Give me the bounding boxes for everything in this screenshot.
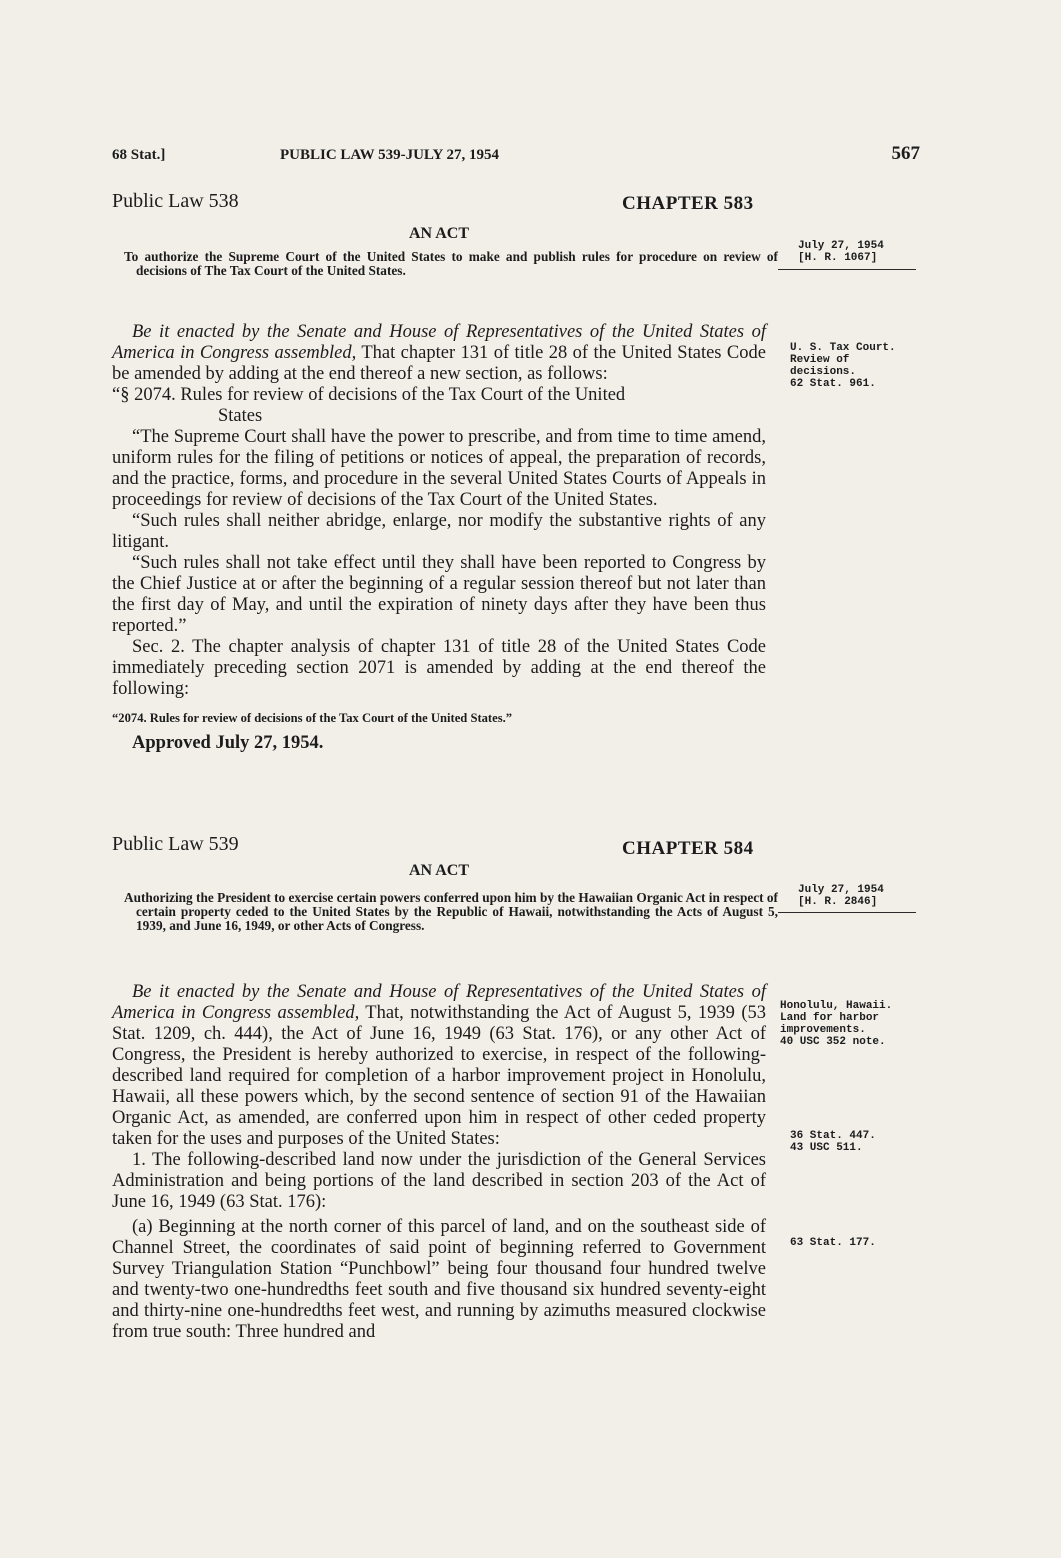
law-538-margin-date: July 27, 1954	[798, 240, 884, 252]
law-539-an-act: AN ACT	[409, 862, 470, 879]
sidenote-harbor: Land for harbor improvements.	[780, 1012, 880, 1036]
margin-rule	[778, 912, 916, 913]
law-538-sidenotes	[790, 342, 920, 390]
law-538-enacting-clause	[112, 322, 766, 385]
section-2074-heading-cont: States	[218, 406, 263, 426]
law-538-approved: Approved July 27, 1954.	[132, 733, 324, 753]
section-2074-heading	[112, 385, 766, 427]
law-539-label: Public Law 539	[112, 833, 239, 855]
section-2074-para-3: “Such rules shall not take effect until they shall have been reported to Congress by the Chief Justice at or after the beginning of a regular session thereof but not later than the first day of May, and until the expiration of ninety days after they have been thus reported.”	[112, 553, 766, 636]
law-538-margin-bill: [H. R. 1067]	[798, 252, 878, 264]
law-538-summary: To authorize the Supreme Court of the United States to make and publish rules for procedure on review of decisions of The Tax Court of the United States.	[124, 249, 778, 278]
law-538-body	[112, 322, 766, 754]
section-2074-heading-main: “§ 2074. Rules for review of decisions of the Tax Court of the United	[112, 385, 626, 405]
law-539-margin-date-block	[798, 884, 898, 908]
law-538-chapter: CHAPTER 583	[622, 193, 754, 214]
law-539-item-1: 1. The following-described land now under the jurisdiction of the General Services Administration and being portions of the land described in section 203 of the Act of June 16, 1949 (63 Stat. 176):	[112, 1150, 766, 1212]
enacting-formula: Be it enacted by the Senate and House of Representatives of the United States of America in Congress assembled,	[112, 982, 766, 1023]
law-539-margin-date: July 27, 1954	[798, 884, 884, 896]
law-539-margin-bill: [H. R. 2846]	[798, 896, 878, 908]
law-539-chapter: CHAPTER 584	[622, 838, 754, 859]
section-2-text: Sec. 2. The chapter analysis of chapter 131 of title 28 of the United States Code immediately preceding section 2071 is amended by adding at the end thereof the following:	[112, 637, 766, 699]
sidenote-honolulu: Honolulu, Hawaii.	[780, 1000, 893, 1012]
enacting-text: That, notwithstanding the Act of August 5, 1939 (53 Stat. 1209, ch. 444), the Act of June 16, 1949 (63 Stat. 176), or any other Act of Congress, the President is hereby authorized to exercise, in respect of the following-described land required for completion of a harbor improvement project in Honolulu, Hawaii, all these powers which, by the second sentence of section 91 of the Hawaiian Organic Act, as amended, are conferred upon him in respect of other ceded property taken for the uses and purposes of the United States:	[112, 1003, 766, 1149]
law-538-margin-date-block	[798, 240, 898, 264]
sidenote-62-stat: 62 Stat. 961.	[790, 378, 876, 390]
statute-volume: 68 Stat.]	[112, 147, 166, 163]
running-title: PUBLIC LAW 539-JULY 27, 1954	[280, 147, 500, 163]
page-number: 567	[891, 143, 920, 164]
sidenote-40-usc: 40 USC 352 note.	[780, 1036, 886, 1048]
enacting-text: That chapter 131 of title 28 of the United States Code be amended by adding at the end thereof a new section, as follows:	[112, 343, 766, 384]
section-2074-para-2: “Such rules shall neither abridge, enlarge, nor modify the substantive rights of any litigant.	[112, 511, 766, 552]
sidenote-43-usc: 43 USC 511.	[790, 1142, 863, 1154]
law-539-item-a: (a) Beginning at the north corner of this parcel of land, and on the southeast side of Channel Street, the coordinates of said point of beginning referred to Government Survey Triangulation Station “Punchbowl” being four thousand four hundred twelve and twenty-two one-hundredths feet south and five thousand six hundred seventy-eight and thirty-nine one-hundredths feet west, and running by azimuths measured clockwise from true south: Three hundred and	[112, 1217, 766, 1342]
chapter-analysis-line: “2074. Rules for review of decisions of the Tax Court of the United States.”	[112, 711, 513, 725]
law-539-body	[112, 982, 766, 1343]
section-2074-para-1: “The Supreme Court shall have the power to prescribe, and from time to time amend, uniform rules for the filing of petitions or notices of appeal, the preparation of records, and the practice, forms, and procedure in the several United States Courts of Appeals in proceedings for review of decisions of the Tax Court of the United States.	[112, 427, 766, 510]
law-539-enacting-clause	[112, 982, 766, 1150]
law-539-summary: Authorizing the President to exercise certain powers conferred upon him by the Hawaiian Organic Act in respect of certain property ceded to the United States by the Republic of Hawaii, notwithstanding the Acts of August 5, 1939, and June 16, 1949, or other Acts of Congress.	[124, 890, 778, 933]
law-538-label: Public Law 538	[112, 190, 239, 212]
enacting-formula: Be it enacted by the Senate and House of Representatives of the United States of America in Congress assembled,	[112, 322, 766, 363]
margin-rule	[778, 269, 916, 270]
sidenote-36-stat: 36 Stat. 447.	[790, 1130, 876, 1142]
sidenote-63-stat: 63 Stat. 177.	[790, 1237, 876, 1249]
running-head	[112, 143, 920, 167]
law-538-an-act: AN ACT	[409, 225, 470, 242]
sidenote-tax-court: U. S. Tax Court.	[790, 342, 896, 354]
law-539-sidenotes-a	[780, 1000, 920, 1048]
law-539-sidenotes-b	[790, 1130, 910, 1154]
sidenote-review: Review of decisions.	[790, 354, 857, 378]
